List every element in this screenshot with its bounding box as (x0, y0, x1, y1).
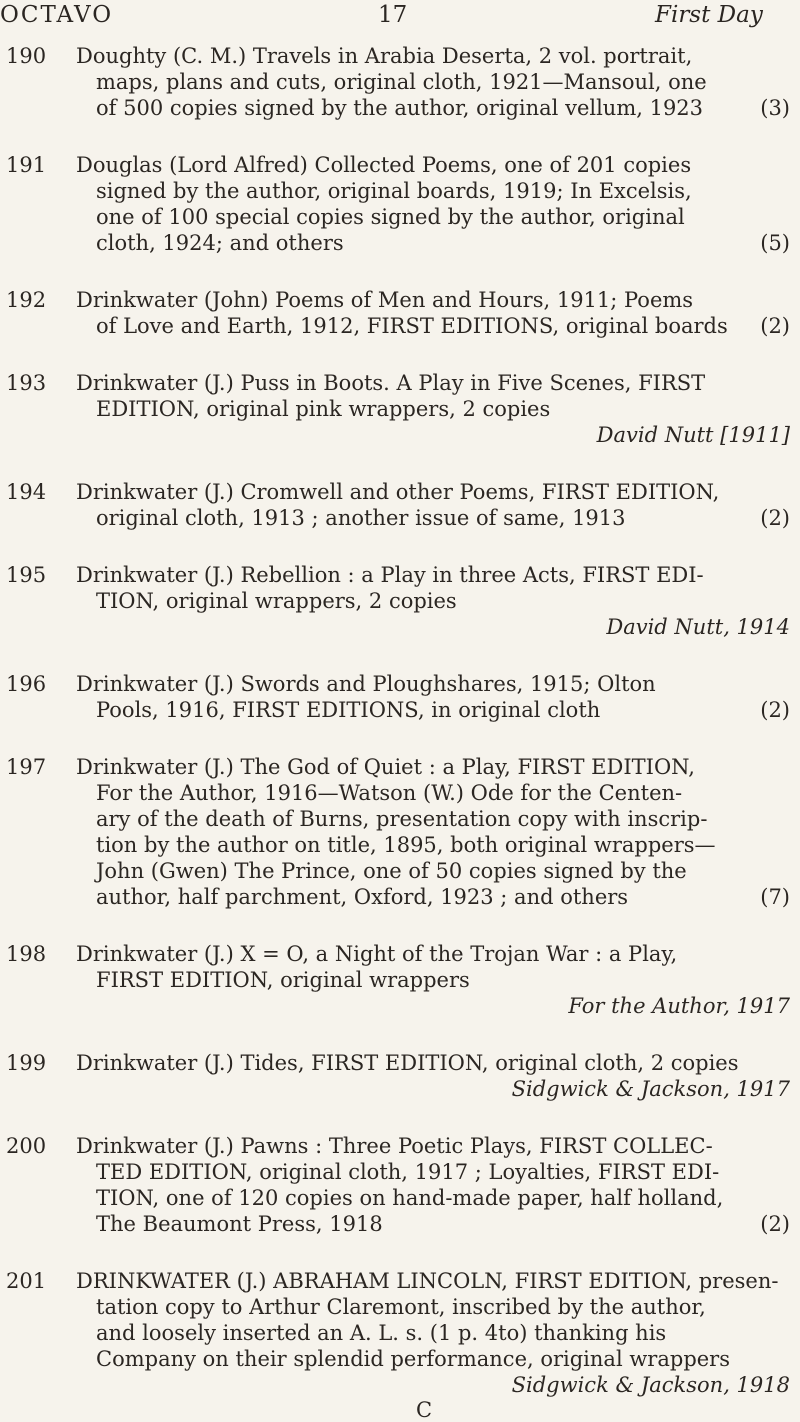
lot-number: 196 (6, 672, 47, 696)
lot-description (76, 370, 796, 448)
lot-number: 193 (6, 371, 47, 395)
lot-line: Drinkwater (J.) Swords and Ploughshares, 1915; Olton (76, 672, 656, 696)
lot-entry (0, 43, 800, 121)
lot-number: 190 (6, 44, 47, 68)
lot-line: signed by the author, original boards, 1919; In Excelsis, (96, 179, 692, 203)
lot-line: tion by the author on title, 1895, both original wrappers— (96, 833, 716, 857)
lot-number: 200 (6, 1134, 47, 1158)
header-format: OCTAVO (0, 2, 114, 28)
lot-description (76, 1133, 796, 1237)
lot-list (0, 43, 800, 1422)
lot-trail: (2) (760, 1212, 790, 1236)
lot-line: of Love and Earth, 1912, FIRST EDITIONS, original boards (96, 314, 728, 338)
lot-line: and loosely inserted an A. L. s. (1 p. 4to) thanking his (96, 1321, 667, 1345)
lot-line: TED EDITION, original cloth, 1917 ; Loyalties, FIRST EDI- (96, 1160, 720, 1184)
lot-trail: David Nutt, 1914 (606, 615, 790, 639)
lot-line: author, half parchment, Oxford, 1923 ; and others (96, 885, 629, 909)
lot-number: 201 (6, 1269, 47, 1293)
lot-description (76, 1268, 796, 1398)
page-header (0, 0, 800, 40)
lot-line: Pools, 1916, FIRST EDITIONS, in original cloth (96, 698, 601, 722)
lot-line: The Beaumont Press, 1918 (96, 1212, 383, 1236)
lot-line: TION, original wrappers, 2 copies (96, 589, 457, 613)
lot-line: Drinkwater (John) Poems of Men and Hours, 1911; Poems (76, 288, 694, 312)
lot-description (76, 287, 796, 339)
lot-line: Doughty (C. M.) Travels in Arabia Deserta, 2 vol. portrait, (76, 44, 693, 68)
lot-line: John (Gwen) The Prince, one of 50 copies signed by the (96, 859, 687, 883)
lot-line: of 500 copies signed by the author, original vellum, 1923 (96, 96, 704, 120)
lot-line: Drinkwater (J.) Puss in Boots. A Play in Five Scenes, FIRST (76, 371, 706, 395)
lot-number: 194 (6, 480, 47, 504)
lot-trail: For the Author, 1917 (568, 994, 790, 1018)
lot-entry (0, 479, 800, 531)
lot-line: Drinkwater (J.) Cromwell and other Poems, FIRST EDITION, (76, 480, 720, 504)
page-number: 17 (378, 2, 408, 28)
lot-line: maps, plans and cuts, original cloth, 1921—Mansoul, one (96, 70, 707, 94)
lot-line: Drinkwater (J.) Rebellion : a Play in three Acts, FIRST EDI- (76, 563, 704, 587)
lot-trail: (3) (760, 96, 790, 120)
lot-entry (0, 1268, 800, 1398)
lot-description (76, 941, 796, 1019)
lot-entry (0, 1133, 800, 1237)
lot-number: 192 (6, 288, 47, 312)
lot-line: Drinkwater (J.) The God of Quiet : a Play, FIRST EDITION, (76, 755, 695, 779)
lot-line: Company on their splendid performance, original wrappers (96, 1347, 730, 1371)
lot-trail: (2) (760, 506, 790, 530)
lot-line: Douglas (Lord Alfred) Collected Poems, one of 201 copies (76, 153, 692, 177)
lot-line: ary of the death of Burns, presentation copy with inscrip- (96, 807, 708, 831)
lot-entry (0, 941, 800, 1019)
lot-entry (0, 754, 800, 910)
lot-line: tation copy to Arthur Claremont, inscribed by the author, (96, 1295, 706, 1319)
lot-line: Drinkwater (J.) X = O, a Night of the Trojan War : a Play, (76, 942, 678, 966)
signature-mark: C (416, 1398, 433, 1422)
lot-line: one of 100 special copies signed by the author, original (96, 205, 685, 229)
lot-line: DRINKWATER (J.) ABRAHAM LINCOLN, FIRST EDITION, presen- (76, 1269, 779, 1293)
lot-description (76, 479, 796, 531)
lot-line: TION, one of 120 copies on hand-made paper, half holland, (96, 1186, 724, 1210)
lot-entry (0, 1050, 800, 1102)
lot-number: 198 (6, 942, 47, 966)
lot-number: 191 (6, 153, 47, 177)
lot-number: 197 (6, 755, 47, 779)
header-sale-day: First Day (655, 2, 763, 28)
lot-description (76, 43, 796, 121)
lot-trail: (2) (760, 698, 790, 722)
lot-trail: Sidgwick & Jackson, 1918 (511, 1373, 790, 1397)
lot-entry (0, 152, 800, 256)
lot-trail: (2) (760, 314, 790, 338)
lot-line: Drinkwater (J.) Tides, FIRST EDITION, original cloth, 2 copies (76, 1051, 739, 1075)
lot-description (76, 152, 796, 256)
lot-line: FIRST EDITION, original wrappers (96, 968, 470, 992)
lot-line: For the Author, 1916—Watson (W.) Ode for the Centen- (96, 781, 683, 805)
lot-line: Drinkwater (J.) Pawns : Three Poetic Plays, FIRST COLLEC- (76, 1134, 713, 1158)
lot-line: EDITION, original pink wrappers, 2 copies (96, 397, 551, 421)
lot-description (76, 1050, 796, 1102)
lot-entry (0, 287, 800, 339)
lot-trail: (7) (760, 885, 790, 909)
lot-trail: Sidgwick & Jackson, 1917 (511, 1077, 790, 1101)
lot-number: 195 (6, 563, 47, 587)
lot-line: cloth, 1924; and others (96, 231, 344, 255)
lot-entry (0, 671, 800, 723)
lot-number: 199 (6, 1051, 47, 1075)
lot-trail: (5) (760, 231, 790, 255)
lot-description (76, 754, 796, 910)
lot-entry (0, 562, 800, 640)
lot-entry (0, 370, 800, 448)
lot-trail: David Nutt [1911] (596, 423, 790, 447)
lot-description (76, 671, 796, 723)
lot-description (76, 562, 796, 640)
lot-line: original cloth, 1913 ; another issue of same, 1913 (96, 506, 626, 530)
